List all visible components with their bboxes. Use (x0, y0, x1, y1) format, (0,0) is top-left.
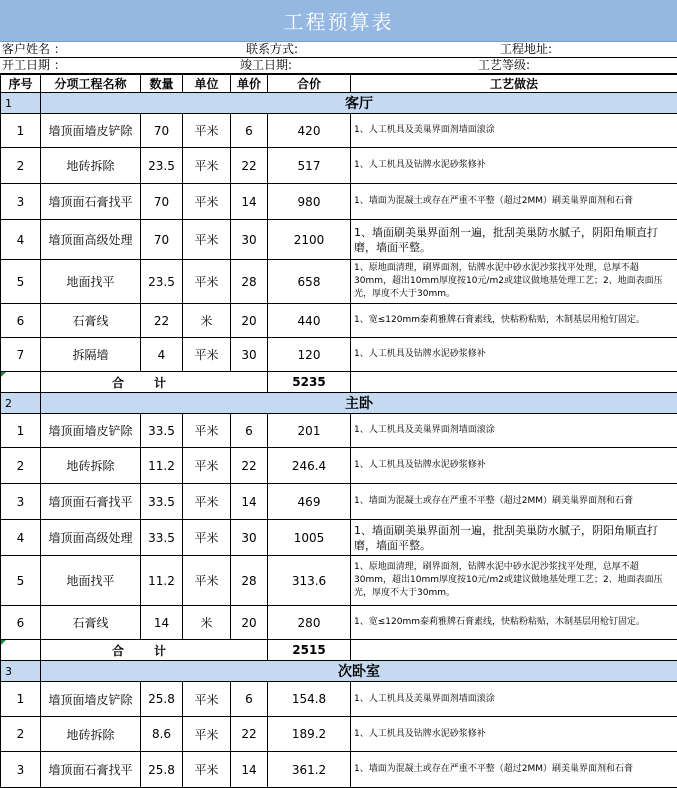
customer-name-field[interactable]: 客户姓名 ： (2, 42, 66, 57)
item-number: 2 (1, 717, 41, 752)
item-craft-description: 1、墙面刷美巢界面剂一遍，批刮美巢防水腻子，阴阳角顺直打磨，墙面平整。 (351, 220, 677, 260)
item-quantity: 23.5 (141, 148, 183, 184)
item-unit: 米 (183, 304, 231, 338)
table-row (1, 260, 677, 304)
table-row (1, 682, 677, 717)
item-quantity: 33.5 (141, 520, 183, 556)
item-name: 墙顶面石膏找平 (41, 752, 141, 788)
table-row (1, 448, 677, 484)
table-row (1, 148, 677, 184)
contact-field[interactable]: 联系方式: (246, 42, 298, 57)
item-unit: 平米 (183, 184, 231, 220)
item-quantity: 25.8 (141, 752, 183, 788)
header-cell: 单位 (183, 75, 231, 93)
item-unit-price: 20 (231, 304, 268, 338)
subtotal-value: 2515 (268, 640, 351, 661)
item-total: 201 (268, 414, 351, 448)
item-total: 440 (268, 304, 351, 338)
header-cell: 数量 (141, 75, 183, 93)
item-unit-price: 14 (231, 184, 268, 220)
section-name: 客厅 (41, 93, 677, 114)
address-field[interactable]: 工程地址: (500, 42, 552, 57)
item-unit: 平米 (183, 682, 231, 717)
item-name: 地砖拆除 (41, 717, 141, 752)
subtotal-row (1, 640, 677, 661)
table-row (1, 114, 677, 148)
item-quantity: 70 (141, 220, 183, 260)
item-name: 地面找平 (41, 260, 141, 304)
item-total: 517 (268, 148, 351, 184)
header-cell: 分项工程名称 (41, 75, 141, 93)
subtotal-label: 合计 (41, 372, 268, 393)
sheet-title: 工程预算表 (0, 0, 677, 42)
header-cell: 合价 (268, 75, 351, 93)
item-unit: 平米 (183, 414, 231, 448)
item-quantity: 33.5 (141, 414, 183, 448)
item-name: 墙顶面墙皮铲除 (41, 414, 141, 448)
item-number: 6 (1, 606, 41, 640)
item-unit-price: 14 (231, 752, 268, 788)
item-quantity: 33.5 (141, 484, 183, 520)
item-craft-description: 1、人工机具及美巢界面剂墙面滚涂 (351, 114, 677, 148)
item-name: 地面找平 (41, 556, 141, 606)
item-total: 469 (268, 484, 351, 520)
item-number: 1 (1, 114, 41, 148)
item-total: 246.4 (268, 448, 351, 484)
item-unit: 米 (183, 606, 231, 640)
item-unit: 平米 (183, 260, 231, 304)
item-number: 3 (1, 184, 41, 220)
item-total: 2100 (268, 220, 351, 260)
item-unit: 平米 (183, 520, 231, 556)
header-cell: 工艺做法 (351, 75, 677, 93)
subtotal-spacer (1, 372, 41, 393)
item-unit-price: 6 (231, 682, 268, 717)
item-unit: 平米 (183, 148, 231, 184)
item-craft-description: 1、原地面清理，刷界面剂，钻牌水泥中砂水泥沙浆找平处理，总厚不超30mm，超出10mm厚度按10元/m2或建议做地基处理工艺；2、地面表面压光，厚度不大于30mm。 (351, 260, 677, 304)
item-total: 980 (268, 184, 351, 220)
item-name: 拆隔墙 (41, 338, 141, 372)
item-total: 120 (268, 338, 351, 372)
header-cell: 单价 (231, 75, 268, 93)
item-name: 墙顶面高级处理 (41, 220, 141, 260)
table-row (1, 220, 677, 260)
item-unit-price: 30 (231, 220, 268, 260)
section-number: 1 (1, 93, 41, 114)
section-number: 2 (1, 393, 41, 414)
item-total: 154.8 (268, 682, 351, 717)
item-total: 189.2 (268, 717, 351, 752)
table-row (1, 520, 677, 556)
item-unit: 平米 (183, 448, 231, 484)
item-unit: 平米 (183, 338, 231, 372)
section-row (1, 661, 677, 682)
subtotal-spacer (1, 640, 41, 661)
section-name: 主卧 (41, 393, 677, 414)
item-total: 658 (268, 260, 351, 304)
item-quantity: 11.2 (141, 448, 183, 484)
item-number: 7 (1, 338, 41, 372)
table-row (1, 717, 677, 752)
item-unit-price: 20 (231, 606, 268, 640)
item-name: 墙顶面石膏找平 (41, 184, 141, 220)
item-unit: 平米 (183, 556, 231, 606)
item-number: 4 (1, 520, 41, 556)
item-unit-price: 28 (231, 260, 268, 304)
item-name: 墙顶面高级处理 (41, 520, 141, 556)
item-unit: 平米 (183, 752, 231, 788)
item-unit: 平米 (183, 484, 231, 520)
item-name: 墙顶面墙皮铲除 (41, 114, 141, 148)
section-name: 次卧室 (41, 661, 677, 682)
item-number: 5 (1, 556, 41, 606)
item-number: 5 (1, 260, 41, 304)
item-quantity: 14 (141, 606, 183, 640)
budget-table (0, 74, 677, 788)
table-row (1, 556, 677, 606)
item-unit-price: 6 (231, 114, 268, 148)
item-total: 1005 (268, 520, 351, 556)
section-row (1, 93, 677, 114)
subtotal-row (1, 372, 677, 393)
start-date-field[interactable]: 开工日期 ： (2, 58, 66, 73)
info-row-1 (0, 42, 677, 58)
item-unit-price: 28 (231, 556, 268, 606)
craft-level-field[interactable]: 工艺等级: (478, 58, 530, 73)
item-craft-description: 1、宽≤120mm泰莉雅牌石膏素线，快粘粉粘贴，木制基层用枪钉固定。 (351, 606, 677, 640)
item-number: 3 (1, 484, 41, 520)
item-unit-price: 14 (231, 484, 268, 520)
item-name: 石膏线 (41, 304, 141, 338)
table-row (1, 606, 677, 640)
item-craft-description: 1、宽≤120mm泰莉雅牌石膏素线，快粘粉粘贴，木制基层用枪钉固定。 (351, 304, 677, 338)
item-unit-price: 30 (231, 338, 268, 372)
table-row (1, 484, 677, 520)
subtotal-blank (351, 372, 677, 393)
item-craft-description: 1、人工机具及美巢界面剂墙面滚涂 (351, 414, 677, 448)
item-quantity: 8.6 (141, 717, 183, 752)
item-total: 361.2 (268, 752, 351, 788)
item-craft-description: 1、人工机具及钻牌水泥砂浆修补 (351, 338, 677, 372)
item-craft-description: 1、墙面刷美巢界面剂一遍，批刮美巢防水腻子，阴阳角顺直打磨，墙面平整。 (351, 520, 677, 556)
item-quantity: 70 (141, 114, 183, 148)
item-quantity: 23.5 (141, 260, 183, 304)
header-cell: 序号 (1, 75, 41, 93)
item-number: 1 (1, 682, 41, 717)
table-row (1, 414, 677, 448)
item-unit-price: 22 (231, 148, 268, 184)
item-number: 2 (1, 448, 41, 484)
subtotal-label: 合计 (41, 640, 268, 661)
item-quantity: 22 (141, 304, 183, 338)
item-quantity: 70 (141, 184, 183, 220)
item-number: 4 (1, 220, 41, 260)
subtotal-blank (351, 640, 677, 661)
item-name: 地砖拆除 (41, 448, 141, 484)
item-unit: 平米 (183, 114, 231, 148)
table-row (1, 338, 677, 372)
item-name: 石膏线 (41, 606, 141, 640)
item-quantity: 4 (141, 338, 183, 372)
item-craft-description: 1、人工机具及美巢界面剂墙面滚涂 (351, 682, 677, 717)
item-craft-description: 1、人工机具及钻牌水泥砂浆修补 (351, 717, 677, 752)
item-craft-description: 1、墙面为混凝土或存在严重不平整（超过2MM）刷美巢界面剂和石膏 (351, 484, 677, 520)
item-total: 420 (268, 114, 351, 148)
item-unit-price: 6 (231, 414, 268, 448)
item-name: 墙顶面墙皮铲除 (41, 682, 141, 717)
item-unit: 平米 (183, 717, 231, 752)
header-row (1, 75, 677, 93)
item-craft-description: 1、墙面为混凝土或存在严重不平整（超过2MM）刷美巢界面剂和石膏 (351, 184, 677, 220)
item-number: 3 (1, 752, 41, 788)
item-total: 313.6 (268, 556, 351, 606)
item-craft-description: 1、墙面为混凝土或存在严重不平整（超过2MM）刷美巢界面剂和石膏 (351, 752, 677, 788)
item-unit-price: 22 (231, 448, 268, 484)
item-name: 墙顶面石膏找平 (41, 484, 141, 520)
info-row-2 (0, 58, 677, 74)
item-number: 6 (1, 304, 41, 338)
table-row (1, 304, 677, 338)
item-number: 1 (1, 414, 41, 448)
item-quantity: 11.2 (141, 556, 183, 606)
item-craft-description: 1、原地面清理，刷界面剂，钻牌水泥中砂水泥沙浆找平处理，总厚不超30mm，超出10mm厚度按10元/m2或建议做地基处理工艺；2、地面表面压光，厚度不大于30mm。 (351, 556, 677, 606)
item-number: 2 (1, 148, 41, 184)
item-unit-price: 22 (231, 717, 268, 752)
item-unit-price: 30 (231, 520, 268, 556)
item-unit: 平米 (183, 220, 231, 260)
item-quantity: 25.8 (141, 682, 183, 717)
item-craft-description: 1、人工机具及钻牌水泥砂浆修补 (351, 448, 677, 484)
section-row (1, 393, 677, 414)
item-name: 地砖拆除 (41, 148, 141, 184)
section-number: 3 (1, 661, 41, 682)
item-total: 280 (268, 606, 351, 640)
item-craft-description: 1、人工机具及钻牌水泥砂浆修补 (351, 148, 677, 184)
finish-date-field[interactable]: 竣工日期: (240, 58, 292, 73)
subtotal-value: 5235 (268, 372, 351, 393)
table-row (1, 184, 677, 220)
